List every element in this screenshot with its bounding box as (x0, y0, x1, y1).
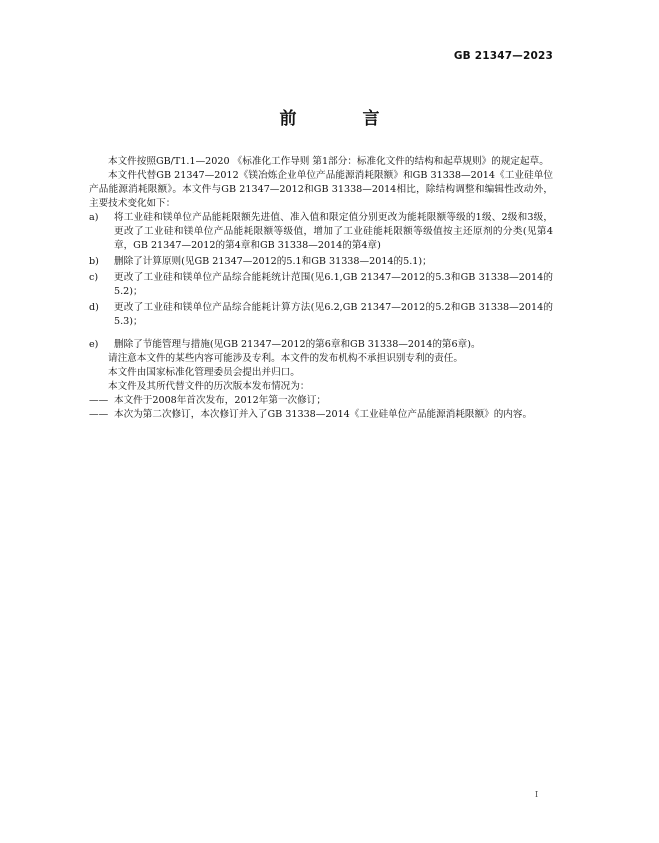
change-marker: b) (89, 256, 99, 267)
paragraph-replacement: 本文件代替GB 21347—2012《镁冶炼企业单位产品能源消耗限额》和GB 31338—2014《工业硅单位产品能源消耗限额》。本文件与GB 21347—2012和GB 31338—2014相比，除结构调整和编辑性改动外，主要技术变化如下： (89, 170, 553, 209)
paragraph-patent-notice: 请注意本文件的某些内容可能涉及专利。本文件的发布机构不承担识别专利的责任。 (108, 353, 463, 364)
change-marker: c) (89, 272, 99, 283)
change-item-a (89, 211, 553, 253)
foreword-content (89, 155, 553, 422)
change-marker: a) (89, 212, 99, 223)
change-text: 删除了计算原则(见GB 21347—2012的5.1和GB 31338—2014的5.1)； (114, 256, 432, 267)
history-text: 本文件于2008年首次发布，2012年第一次修订； (114, 395, 326, 406)
history-item-first (89, 394, 553, 408)
change-text: 删除了节能管理与措施(见GB 21347—2012的第6章和GB 31338—2014的第6章)。 (114, 339, 481, 350)
history-text: 本次为第二次修订，本次修订并入了GB 31338—2014《工业硅单位产品能源消耗限额》的内容。 (114, 409, 533, 420)
change-text: 更改了工业硅和镁单位产品综合能耗计算方法(见6.2,GB 21347—2012的5.2和GB 31338—2014的5.3)； (114, 302, 553, 327)
change-item-d (89, 301, 553, 329)
change-text: 将工业硅和镁单位产品能耗限额先进值、准入值和限定值分别更改为能耗限额等级的1级、2级和3级，更改了工业硅和镁单位产品能耗限额等级值，增加了工业硅能耗限额等级值按主还原剂的分类(见第4章，GB 21347—2012的第4章和GB 31338—2014的第4章) (114, 212, 553, 251)
change-text: 更改了工业硅和镁单位产品综合能耗统计范围(见6.1,GB 21347—2012的5.3和GB 31338—2014的5.2)； (114, 272, 553, 297)
page-number: Ⅰ (535, 790, 539, 799)
paragraph-drafting-rules: 本文件按照GB/T1.1—2020 《标准化工作导则 第1部分：标准化文件的结构和起草规则》的规定起草。 (108, 156, 549, 167)
page-title: 前 言 (279, 109, 410, 129)
history-dash: —— (89, 395, 109, 406)
change-item-e (89, 338, 553, 352)
change-item-b (89, 255, 553, 269)
paragraph-proposer: 本文件由国家标准化管理委员会提出并归口。 (108, 367, 300, 378)
change-marker: d) (89, 302, 99, 313)
standard-code: GB 21347—2023 (453, 50, 553, 62)
history-item-second (89, 408, 553, 422)
change-marker: e) (89, 339, 99, 350)
change-item-c (89, 271, 553, 299)
paragraph-history-intro: 本文件及其所代替文件的历次版本发布情况为： (108, 381, 310, 392)
history-dash: —— (89, 409, 109, 420)
